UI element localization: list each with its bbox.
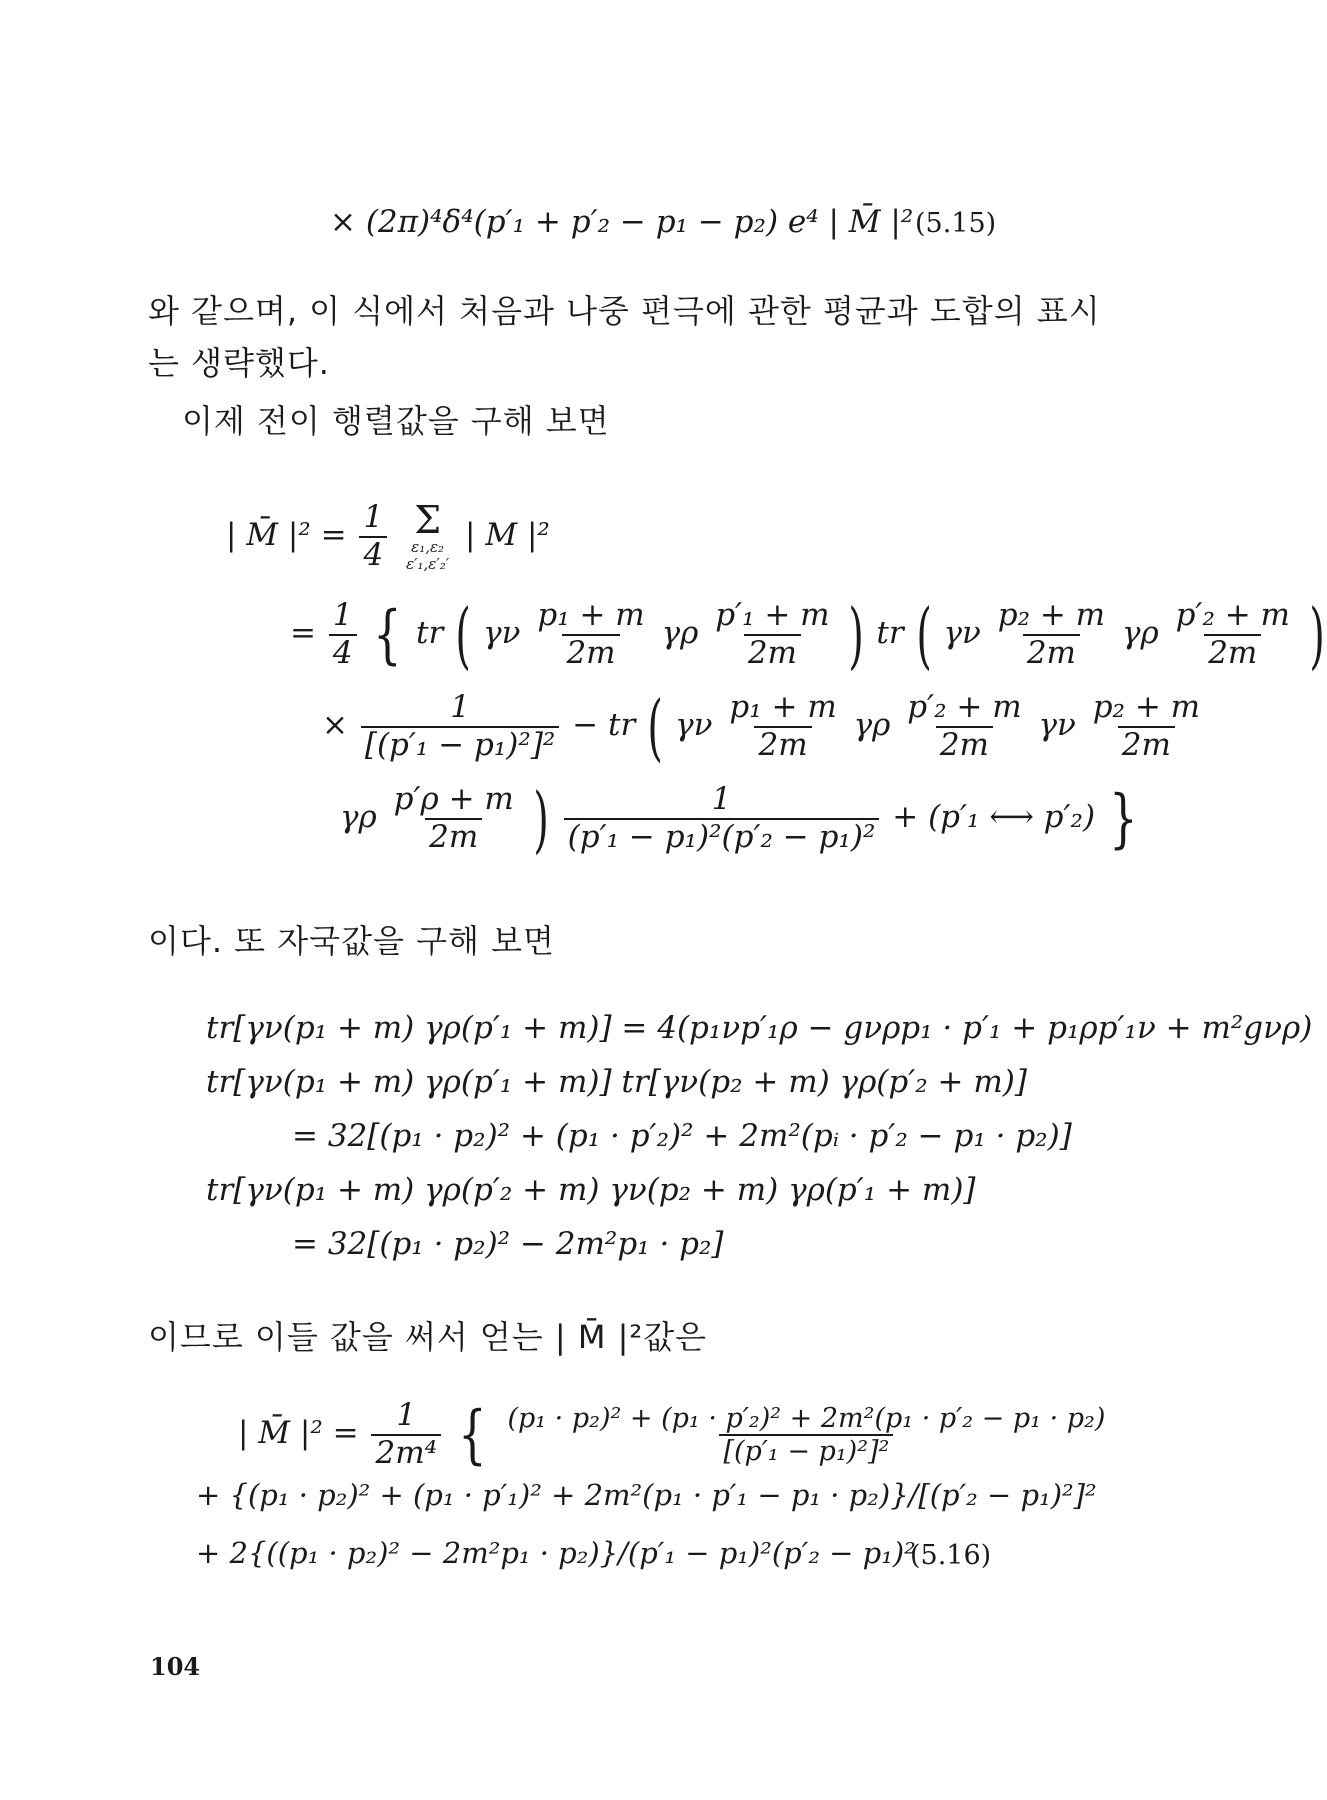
equation-lhs: | M̄ |² = — [226, 517, 347, 554]
projector-fraction — [903, 690, 1025, 763]
trace-operator: tr — [876, 615, 904, 652]
projector-fraction — [711, 598, 833, 671]
equals-sign: = — [290, 615, 316, 652]
projector-fraction — [533, 598, 648, 671]
fraction-denominator: [(p′₁ − p₁)²]² — [719, 1434, 893, 1467]
fraction-denominator: (p′₁ − p₁)²(p′₂ − p₁)² — [564, 818, 880, 856]
propagator-fraction — [361, 690, 560, 763]
sum-subscript: ε₁,ε₂ — [411, 538, 445, 557]
fraction-numerator: 1 — [450, 689, 470, 725]
fraction-numerator: p′₂ + m — [907, 689, 1022, 725]
times-sign: × — [322, 707, 348, 744]
gamma-matrix: γρ — [340, 799, 377, 836]
propagator-fraction — [564, 782, 880, 855]
fraction-denominator: 2m — [425, 818, 482, 856]
fraction-denominator: 2m — [1023, 634, 1080, 672]
fraction-numerator: p′₁ + m — [715, 597, 830, 633]
fraction-denominator: [(p′₁ − p₁)²]² — [361, 726, 560, 764]
equation-number-5-15: (5.15) — [915, 208, 997, 239]
equation-5-15-tail: × (2π)⁴δ⁴(p′₁ + p′₂ − p₁ − p₂) e⁴ | M̄ |² — [330, 204, 914, 240]
projector-fraction — [725, 690, 840, 763]
paren-close: ) — [848, 592, 865, 677]
gamma-matrix: γν — [675, 707, 713, 744]
equation-rhs: | M |² — [465, 517, 550, 554]
trace-identity-1: tr[γν(p₁ + m) γρ(p′₁ + m)] = 4(p₁νp′₁ρ − gνρp₁ · p′₁ + p₁ρp′₁ν + m²gνρ) — [206, 1010, 1313, 1046]
fraction-denominator: 2m⁴ — [371, 1434, 441, 1472]
gamma-matrix: γρ — [853, 707, 891, 744]
paren-close: ) — [532, 776, 549, 861]
paragraph-line: 와 같으며, 이 식에서 처음과 나중 편극에 관한 평균과 도합의 표시 — [148, 292, 1101, 330]
fraction-denominator: 2m — [936, 726, 993, 764]
fraction-numerator: 1 — [396, 1397, 417, 1433]
gamma-matrix: γρ — [661, 615, 699, 652]
equation-number-5-16: (5.16) — [910, 1540, 992, 1571]
page-number: 104 — [150, 1652, 201, 1681]
sum-subscript: ε′₁,ε′₂′ — [406, 554, 450, 573]
brace-close: } — [1109, 781, 1138, 856]
projector-fraction — [1089, 690, 1204, 763]
fraction-numerator: p′ρ + m — [393, 781, 514, 817]
sum-symbol: Σ — [414, 498, 442, 543]
fraction-numerator: p₁ + m — [537, 597, 645, 633]
fraction-denominator: 2m — [744, 634, 801, 672]
fraction-one-quarter — [329, 598, 357, 671]
gamma-matrix: γν — [943, 615, 981, 652]
fraction-numerator: (p₁ · p₂)² + (p₁ · p′₂)² + 2m²(p₁ · p′₂ − p₁ · p₂) — [507, 1402, 1106, 1434]
trace-identity-2-result: = 32[(p₁ · p₂)² + (p₁ · p′₂)² + 2m²(pᵢ · p′₂ − p₁ · p₂)] — [292, 1118, 1072, 1154]
paren-open: ( — [647, 684, 663, 769]
final-result-line-2: + {(p₁ · p₂)² + (p₁ · p′₁)² + 2m²(p₁ · p′₁ − p₁ · p₂)}/[(p′₂ − p₁)²]² — [196, 1478, 1097, 1512]
fraction-denominator: 4 — [329, 634, 357, 672]
final-result-line-1 — [238, 1398, 1112, 1471]
fraction-denominator: 2m — [1118, 726, 1175, 764]
trace-product-line — [290, 592, 1327, 677]
fraction-numerator: p₂ + m — [997, 597, 1106, 633]
polarization-sum — [406, 498, 450, 573]
exchange-term: + (p′₁ ⟷ p′₂) — [892, 799, 1096, 836]
matrix-element-average-equation — [226, 500, 550, 573]
fraction-denominator: 2m — [1204, 634, 1261, 672]
paren-open: ( — [915, 592, 932, 677]
trace-identity-2: tr[γν(p₁ + m) γρ(p′₁ + m)] tr[γν(p₂ + m) γρ(p′₂ + m)] — [206, 1064, 1027, 1100]
fraction-one-quarter — [359, 500, 387, 573]
fraction-numerator: p₂ + m — [1092, 689, 1201, 725]
equation-lhs: | M̄ |² = — [238, 1415, 359, 1452]
fraction-numerator: 1 — [711, 781, 732, 817]
brace-open: { — [457, 1397, 487, 1472]
interference-line-continued — [340, 776, 1142, 861]
fraction-denominator: 2m — [754, 726, 811, 764]
projector-fraction — [1172, 598, 1294, 671]
paragraph-line: 는 생략했다. — [148, 344, 330, 382]
paragraph-line: 이므로 이들 값을 써서 얻는 | M̄ |²값은 — [148, 1318, 708, 1356]
fraction-denominator: 2m — [562, 634, 619, 672]
projector-fraction — [994, 598, 1109, 671]
gamma-matrix: γρ — [1121, 615, 1159, 652]
brace-open: { — [373, 597, 403, 672]
trace-identity-3-result: = 32[(p₁ · p₂)² − 2m²p₁ · p₂] — [292, 1226, 724, 1262]
paren-close: ) — [1309, 592, 1325, 677]
prefactor-fraction — [371, 1398, 441, 1471]
gamma-matrix: γν — [1038, 707, 1076, 744]
fraction-numerator: p′₂ + m — [1175, 597, 1290, 633]
trace-identity-3: tr[γν(p₁ + m) γρ(p′₂ + m) γν(p₂ + m) γρ(p′₁ + m)] — [206, 1172, 976, 1208]
fraction-numerator: 1 — [332, 597, 353, 633]
fraction-denominator: 4 — [359, 536, 387, 574]
final-result-line-3: + 2{((p₁ · p₂)² − 2m²p₁ · p₂)}/(p′₁ − p₁)²(p′₂ − p₁)² — [196, 1536, 916, 1570]
paragraph-line: 이제 전이 행렬값을 구해 보면 — [182, 402, 610, 440]
trace-operator: − tr — [572, 707, 636, 744]
paragraph-line: 이다. 또 자국값을 구해 보면 — [148, 922, 555, 960]
paren-open: ( — [455, 592, 471, 677]
gamma-matrix: γν — [483, 615, 521, 652]
direct-term-fraction — [503, 1403, 1109, 1467]
projector-fraction — [390, 782, 518, 855]
fraction-numerator: 1 — [363, 499, 384, 535]
interference-line — [322, 684, 1207, 769]
trace-operator: tr — [416, 615, 444, 652]
fraction-numerator: p₁ + m — [729, 689, 837, 725]
